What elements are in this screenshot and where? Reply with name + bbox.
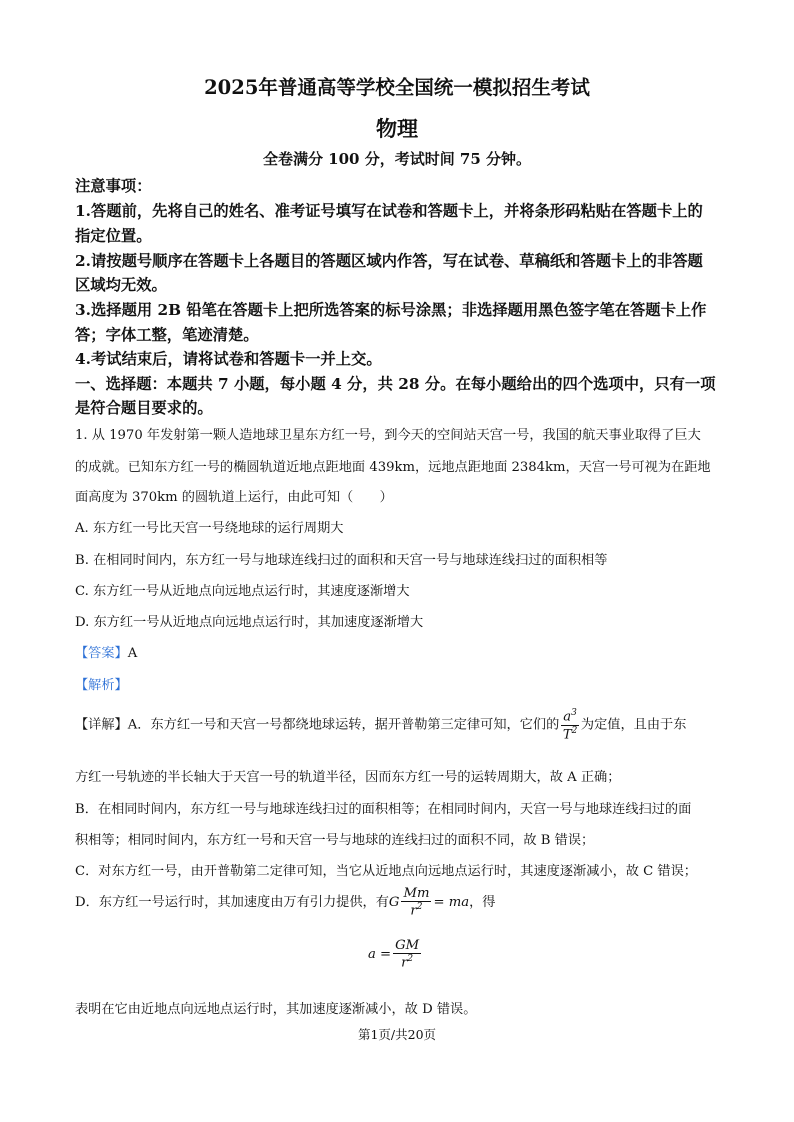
answer-tag: 【答案】: [75, 646, 128, 661]
question-stem-line-2: 的成就。已知东方红一号的椭圆轨道近地点距地面 439km，远地点距地面 2384km，天宫一号可视为在距地: [75, 460, 711, 475]
formula-lhs: a =: [368, 946, 392, 962]
acceleration-fraction-exp: 2: [407, 954, 414, 965]
detail-d-line: [75, 886, 495, 919]
exam-title: 2025年普通高等学校全国统一模拟招生考试: [204, 76, 590, 99]
detail-tag: 【详解】: [75, 717, 128, 733]
score-note: 全卷满分 100 分，考试时间 75 分钟。: [262, 150, 532, 168]
detail-d-text-post: ，得: [469, 894, 496, 910]
section-heading-line-2: 是符合题目要求的。: [75, 399, 213, 417]
gravity-fraction-num: Mm: [403, 886, 430, 901]
subject-title: 物理: [376, 116, 418, 141]
answer-line: [75, 642, 137, 661]
detail-a-text: A．东方红一号和天宫一号都绕地球运转，据开普勒第三定律可知，它们的: [127, 717, 560, 733]
gravity-fraction-r: r: [410, 903, 417, 919]
detail-a-text-post: 为定值，且由于东: [580, 717, 687, 733]
fraction-t: T: [562, 726, 572, 742]
notice-item-1-line-1: 1.答题前，先将自己的姓名、准考证号填写在试卷和答题卡上，并将条形码粘贴在答题卡上的: [75, 202, 703, 220]
fraction-a-exp: 3: [571, 708, 577, 718]
notice-heading: 注意事项：: [75, 177, 152, 195]
option-c: C. 东方红一号从近地点向远地点运行时，其速度逐渐增大: [75, 584, 410, 599]
section-heading-line-1: 一、选择题：本题共 7 小题，每小题 4 分，共 28 分。在每小题给出的四个选项中，只有一项: [75, 375, 716, 393]
gravity-fraction-exp: 2: [416, 902, 423, 913]
detail-a-line-2: 方红一号轨迹的半长轴大于天宫一号的轨道半径，因而东方红一号的运转周期大，故 A 正确；: [75, 770, 621, 785]
notice-item-3-line-1: 3.选择题用 2B 铅笔在答题卡上把所选答案的标号涂黑；非选择题用黑色签字笔在答题卡上作: [75, 301, 707, 319]
acceleration-fraction: [393, 938, 421, 971]
notice-item-3-line-2: 答；字体工整，笔迹清楚。: [75, 326, 259, 344]
detail-a-line-1: [75, 708, 686, 742]
detail-d-text: D．东方红一号运行时，其加速度由万有引力提供，有: [75, 894, 389, 910]
option-d: D. 东方红一号从近地点向远地点运行时，其加速度逐渐增大: [75, 615, 424, 630]
option-b: B. 在相同时间内，东方红一号与地球连线扫过的面积和天宫一号与地球连线扫过的面积相等: [75, 553, 608, 568]
fraction-t-exp: 2: [571, 725, 578, 736]
gravity-fraction: [401, 886, 431, 919]
option-a: A. 东方红一号比天宫一号绕地球的运行周期大: [75, 521, 344, 536]
detail-c-line: C．对东方红一号，由开普勒第二定律可知，当它从近地点向远地点运行时，其速度逐渐减小，故 C 错误；: [75, 864, 697, 879]
notice-item-1-line-2: 指定位置。: [75, 227, 152, 245]
gravity-constant: G: [388, 894, 400, 910]
question-stem-line-3: 面高度为 370km 的圆轨道上运行，由此可知（ ）: [75, 490, 393, 505]
detail-b-line-2: 积相等；相同时间内，东方红一号和天宫一号与地球的连线扫过的面积不同，故 B 错误；: [75, 833, 595, 848]
detail-b-line-1: B．在相同时间内，东方红一号与地球连线扫过的面积相等；在相同时间内，天宫一号与地球连线扫过的面: [75, 802, 692, 817]
detail-conclusion: 表明在它由近地点向远地点运行时，其加速度逐渐减小，故 D 错误。: [75, 1002, 477, 1017]
acceleration-fraction-num: GM: [395, 938, 420, 953]
answer-value: A: [127, 646, 138, 661]
gravity-equation-rhs: = ma: [433, 894, 470, 910]
notice-item-2-line-1: 2.请按题号顺序在答题卡上各题目的答题区域内作答，写在试卷、草稿纸和答题卡上的非答题: [75, 252, 703, 270]
fraction-a: a: [563, 709, 572, 725]
kepler-ratio-fraction: [561, 708, 579, 742]
notice-item-2-line-2: 区域均无效。: [75, 276, 167, 294]
analysis-tag: 【解析】: [75, 678, 128, 693]
question-stem-line-1: 1. 从 1970 年发射第一颗人造地球卫星东方红一号，到今天的空间站天宫一号，我国的航天事业取得了巨大: [75, 428, 701, 443]
acceleration-formula: [368, 938, 423, 971]
notice-item-4: 4.考试结束后，请将试卷和答题卡一并上交。: [75, 350, 382, 368]
acceleration-fraction-r: r: [401, 955, 408, 971]
page-number: 第1页/共20页: [357, 1027, 437, 1042]
